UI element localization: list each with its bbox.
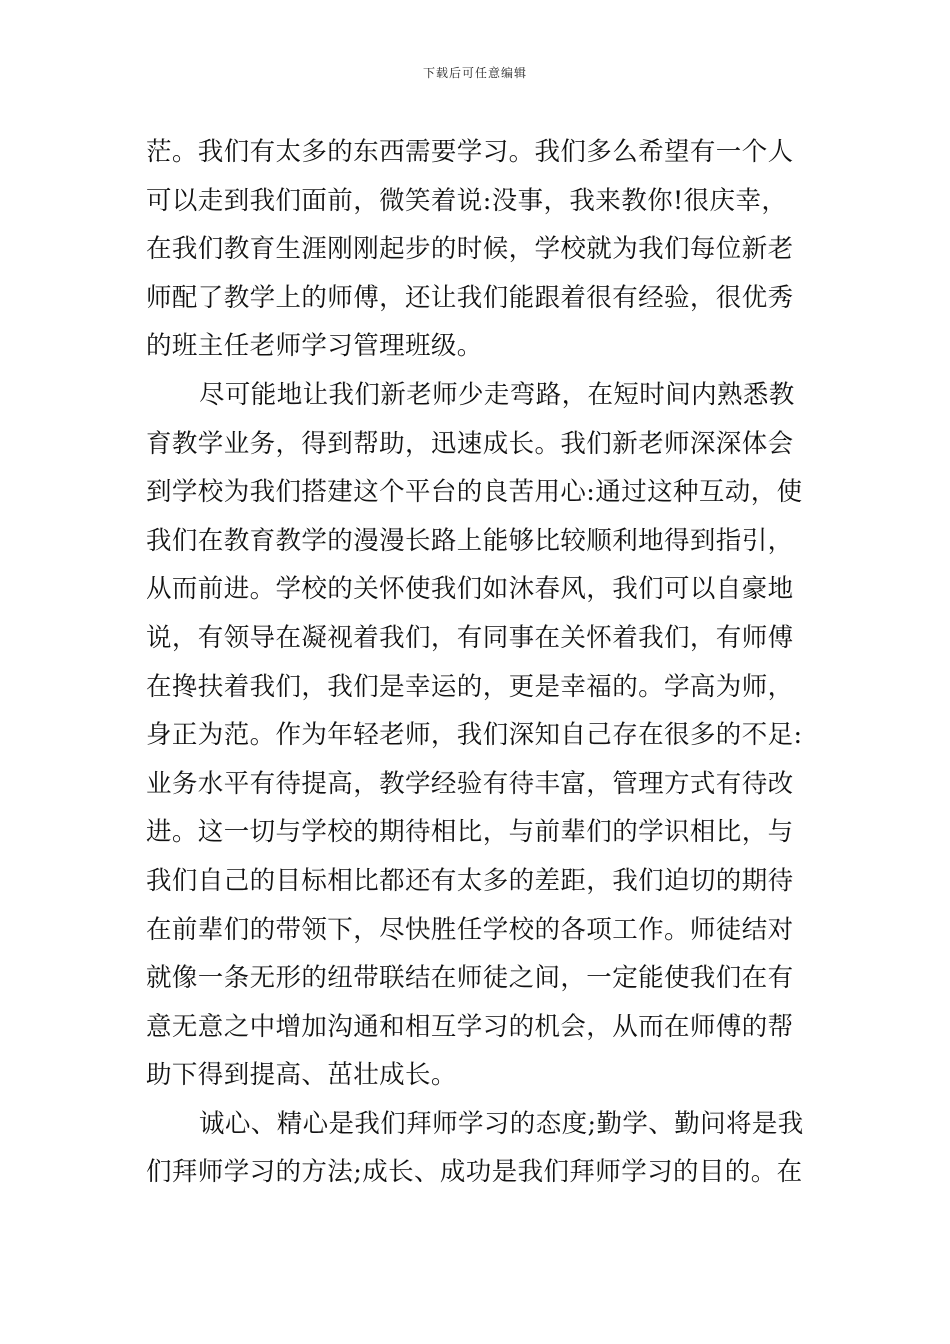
text-line: 茫。我们有太多的东西需要学习。我们多么希望有一个人 <box>146 137 794 167</box>
text-line: 的班主任老师学习管理班级。 <box>146 331 483 362</box>
text-line: 在我们教育生涯刚刚起步的时候，学校就为我们每位新老 <box>146 234 794 265</box>
text-line: 尽可能地让我们新老师少走弯路，在短时间内熟悉教 <box>199 379 795 410</box>
text-line: 可以走到我们面前，微笑着说:没事，我来教你!很庆幸， <box>146 185 788 216</box>
text-line: 们拜师学习的方法;成长、成功是我们拜师学习的目的。在 <box>146 1157 803 1188</box>
text-line: 助下得到提高、茁壮成长。 <box>146 1060 457 1091</box>
text-line: 业务水平有待提高，教学经验有待丰富，管理方式有待改 <box>146 768 794 799</box>
text-line: 意无意之中增加沟通和相互学习的机会，从而在师傅的帮 <box>146 1011 794 1042</box>
text-line: 师配了教学上的师傅，还让我们能跟着很有经验，很优秀 <box>146 282 794 313</box>
text-line: 说，有领导在凝视着我们，有同事在关怀着我们，有师傅 <box>146 622 794 653</box>
text-line: 在搀扶着我们，我们是幸运的，更是幸福的。学高为师， <box>146 671 794 702</box>
text-line: 我们在教育教学的漫漫长路上能够比较顺利地得到指引， <box>146 525 794 556</box>
document-body <box>146 128 810 1197</box>
text-line: 我们自己的目标相比都还有太多的差距，我们迫切的期待 <box>146 865 794 896</box>
text-line: 身正为范。作为年轻老师，我们深知自己存在很多的不足: <box>146 720 803 751</box>
text-line: 到学校为我们搭建这个平台的良苦用心:通过这种互动，使 <box>146 477 803 508</box>
text-line: 从而前进。学校的关怀使我们如沐春风，我们可以自豪地 <box>146 574 794 605</box>
text-line: 诚心、精心是我们拜师学习的态度;勤学、勤问将是我 <box>199 1108 804 1139</box>
text-line: 就像一条无形的纽带联结在师徒之间，一定能使我们在有 <box>146 963 794 994</box>
text-line: 进。这一切与学校的期待相比，与前辈们的学识相比，与 <box>146 817 794 848</box>
text-line: 在前辈们的带领下，尽快胜任学校的各项工作。师徒结对 <box>146 914 794 945</box>
page-header: 下载后可任意编辑 <box>422 66 527 80</box>
text-line: 育教学业务，得到帮助，迅速成长。我们新老师深深体会 <box>146 428 794 459</box>
